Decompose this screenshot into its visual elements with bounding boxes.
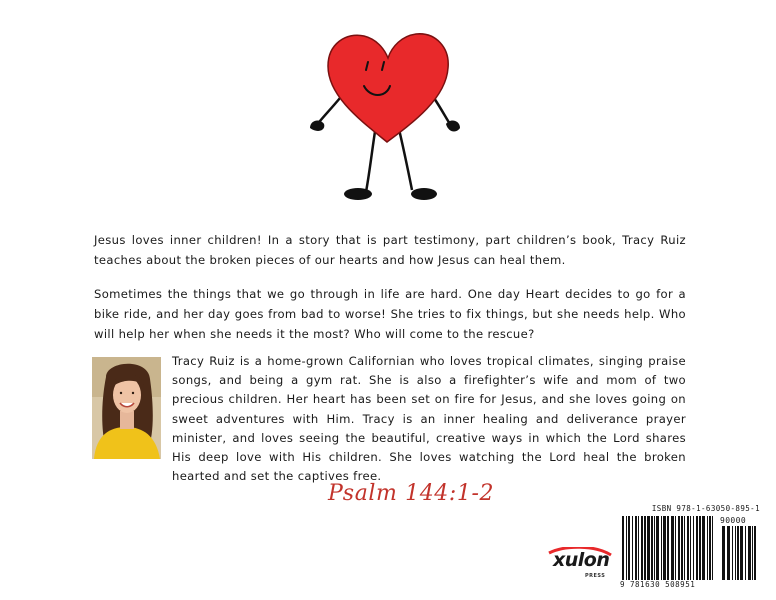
- price-code: 90000: [720, 516, 747, 525]
- ean-barcode-bars: [622, 516, 716, 580]
- publisher-logo: [545, 547, 615, 587]
- addon-barcode-bars: [722, 526, 758, 580]
- verse-reference: Psalm 144:1-2: [328, 481, 495, 506]
- isbn-number: ISBN 978-1-63050-895-1: [651, 504, 760, 513]
- author-photo: [92, 357, 161, 459]
- isbn-barcode: [620, 502, 760, 592]
- description-paragraph-2: Sometimes the things that we go through in life are hard. One day Heart decides to go for a bike ride, and her day goes from bad to worse! She tries to fix things, but she needs help. Who will help her when she needs it the most? Who will come to the rescue?: [94, 287, 686, 341]
- publisher-imprint: PRESS: [585, 573, 606, 579]
- heart-character-illustration: [300, 30, 480, 210]
- ean-digits: 9 781630 508951: [620, 580, 696, 589]
- author-bio: Tracy Ruiz is a home-grown Californian who loves tropical climates, singing praise songs, and being a gym rat. She is also a firefighter’s wife and mom of two precious children. Her heart has been set on fire for Jesus, and she loves going on sweet adventures with Him. Tracy is an inner healing and deliverance prayer minister, and loves seeing the beautiful, creative ways in which the Lord shares His deep love with His children. She loves watching the Lord heal the broken hearted and set the captives free.: [172, 354, 686, 484]
- publisher-name: xulon: [553, 549, 610, 571]
- description-paragraph-1: Jesus loves inner children! In a story that is part testimony, part children’s book, Tracy Ruiz teaches about the broken pieces of our hearts and how Jesus can heal them.: [94, 233, 686, 267]
